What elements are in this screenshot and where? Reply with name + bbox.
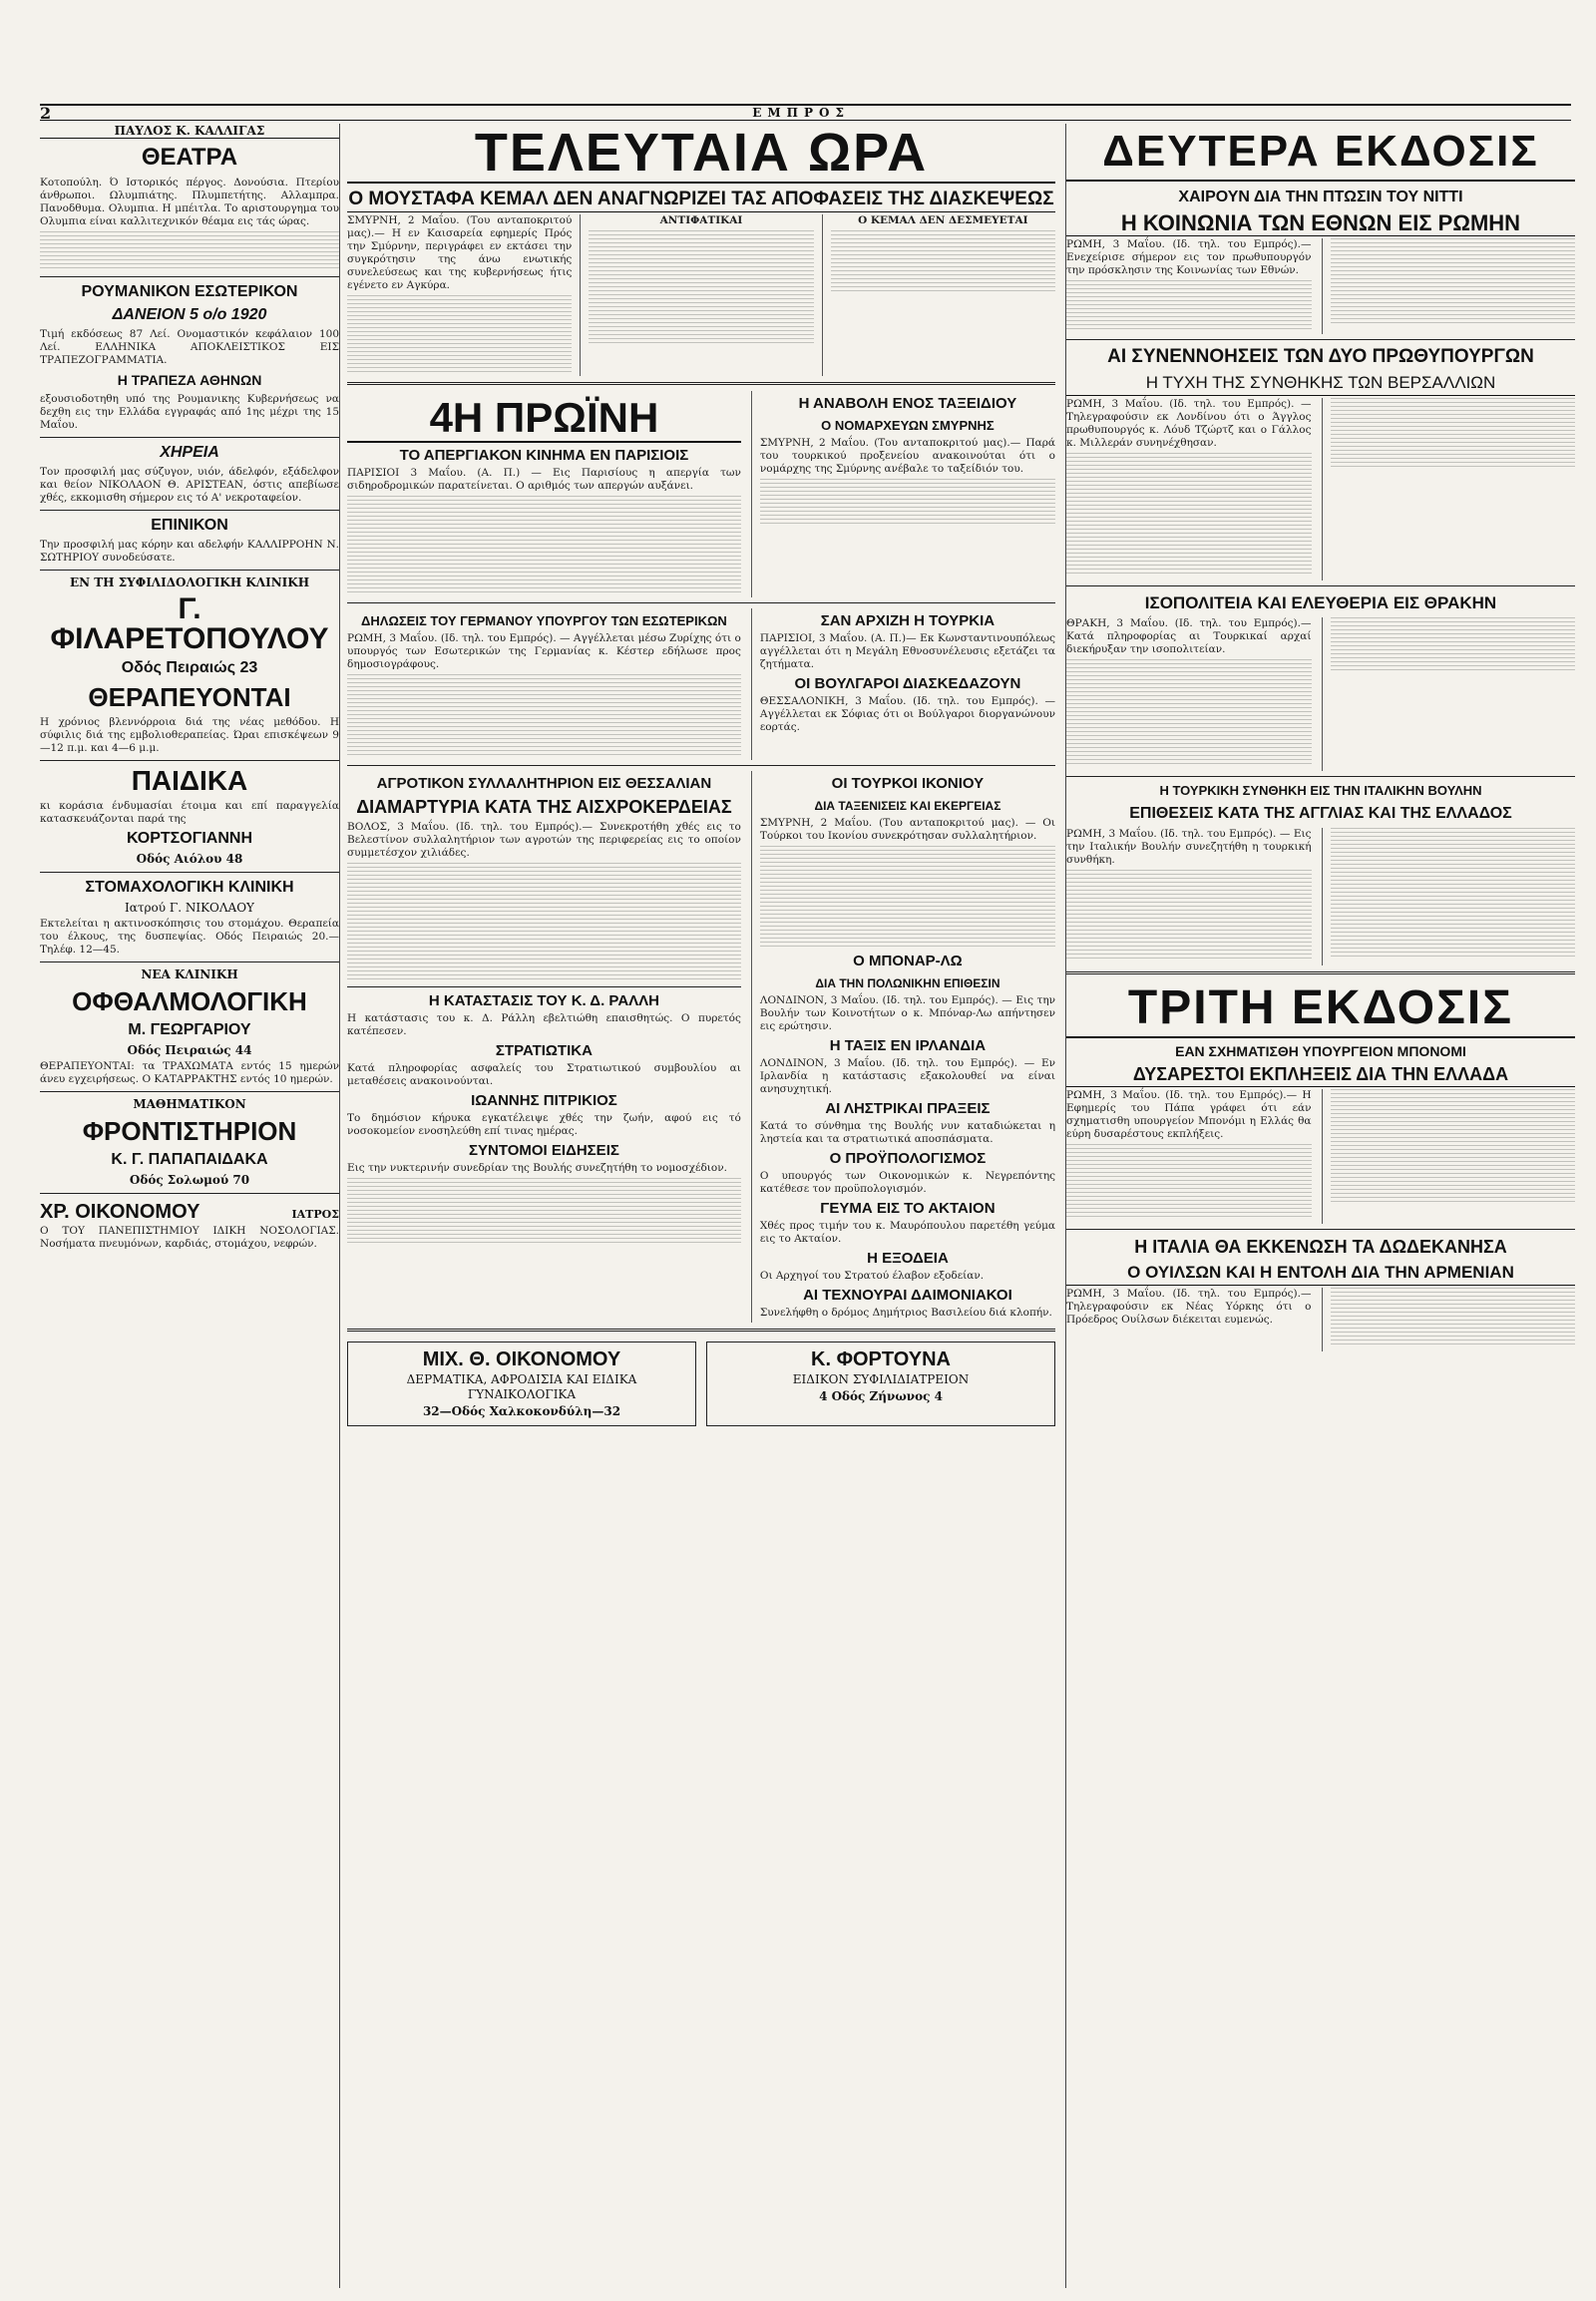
decl-filler [347,674,741,756]
kids-name: ΚΟΡΤΣΟΓΙΑΝΝΗ [126,830,253,847]
publisher: ΠΑΥΛΟΣ Κ. ΚΑΛΛΙΓΑΣ [40,124,339,139]
left-column [40,124,340,2288]
right-column [1065,124,1575,2288]
league-headline: Η ΚΟΙΝΩΝΙΑ ΤΩΝ ΕΘΝΩΝ ΕΙΣ ΡΩΜΗΝ [1066,211,1575,236]
budget-title: Ο ΠΡΟΫΠΟΛΟΓΙΣΜΟΣ [829,1150,987,1167]
pact-text: ΡΩΜΗ, 3 Μαΐου. (Ιδ. τηλ. του Εμπρός). — Εις την Ιταλικήν Βουλήν συνεζητήθη η τουρκική συνθήκη. [1066,828,1312,866]
clinic-heal: ΘΕΡΑΠΕΥΟΝΤΑΙ [88,682,291,712]
loan-sub: ΔΑΝΕΙΟΝ 5 ο/ο 1920 [112,306,267,323]
bulg-text: ΘΕΣΣΑΛΟΝΙΚΗ, 3 Μαΐου. (Ιδ. τηλ. του Εμπρός). — Αγγέλλεται εκ Σόφιας ότι οι Βούλγαροι διοργανώνουν εορτάς. [759,695,1055,733]
thrace-headline: ΙΣΟΠΟΛΙΤΕΙΑ ΚΑΙ ΕΛΕΥΘΕΡΙΑ ΕΙΣ ΘΡΑΚΗΝ [1144,593,1497,612]
holiday-text: Οι Αρχηγοί του Στρατού έλαβον εξοδείαν. [759,1270,985,1282]
theatre-title: ΘΕΑΤΡΑ [141,144,238,171]
stom-text: Εκτελείται η ακτινοσκόπησις του στομάχου. Θεραπεία του έλκους, της δυσπεψίας. Οδός Πειραιώς 20.— Τηλέφ. 12—45. [40,918,339,956]
lead-kicker-b: ΑΝΤΙΦΑΤΙΚΑΙ [659,214,743,226]
dodecanese-headline: Η ΙΤΑΛΙΑ ΘΑ ΕΚΚΕΝΩΣΗ ΤΑ ΔΩΔΕΚΑΝΗΣΑ [1134,1237,1507,1257]
theatre-text: Κοτοπούλη. Ό Ιστορικός πέργος. Δονούσια. Πτερίου άνθρωποι. Ωλυμπιάτης. Πλυμπετήτης. Αλλαμπρα. Πανοδθυμα. Ολυμπια. Η μπέιτλα. Το αριστουργημα του Ολυμπια είναι καλλιτεχνικόν θέαμα εις τάς ώρας. [40,177,339,227]
lead-headline: Ο ΜΟΥΣΤΑΦΑ ΚΕΜΑΛ ΔΕΝ ΑΝΑΓΝΩΡΙΖΕΙ ΤΑΣ ΑΠΟΦΑΣΕΙΣ ΤΗΣ ΔΙΑΣΚΕΨΕΩΣ [347,188,1055,212]
aktaion-text: Χθές προς τιμήν του κ. Μαυρόπουλου παρετέθη γεύμα εις το Ακταίον. [759,1220,1055,1245]
turk-text: ΠΑΡΙΣΙΟΙ, 3 Μαΐου. (Α. Π.)— Εκ Κωνσταντινουπόλεως αγγέλλεται ότι η Μεγάλη Εθνοσυνέλευσις εξετάζει τα ζητήματα. [759,632,1055,670]
bulg-title: ΟΙ ΒΟΥΛΓΑΡΟΙ ΔΙΑΣΚΕΔΑΖΟΥΝ [794,675,1021,692]
rallis-text: Η κατάστασις του κ. Δ. Ράλλη εβελτιώθη επαισθητώς. Ο πυρετός κατέπεσεν. [347,1012,741,1037]
iconium-sub: ΔΙΑ ΤΑΞΕΝΙΣΕΙΣ ΚΑΙ ΕΚΕΡΓΕΙΑΣ [814,799,1001,813]
cabinet-sub: ΔΥΣΑΡΕΣΤΟΙ ΕΚΠΛΗΞΕΙΣ ΔΙΑ ΤΗΝ ΕΛΛΑΔΑ [1066,1062,1575,1087]
doc-name: ΧΡ. ΟΙΚΟΝΟΜΟΥ [40,1201,200,1223]
lead-filler-1 [347,295,572,372]
league-filler-2 [1331,238,1576,325]
loan-text: Τιμή εκδόσεως 87 Λεί. Ονομαστικόν κεφάλαιον 100 Λεί. ΕΛΛΗΝΙΚΑ ΑΠΟΚΛΕΙΣΤΙΚΟΣ ΕΙΣ ΤΡΑΠΕΖΟΓΡΑΜΜΑΤΙΑ. [40,328,339,366]
mourning-text: Τον προσφιλή μας σύζυγον, υιόν, άδελφόν, εξάδελφον και θείον ΝΙΚΟΛΑΟΝ Θ. ΑΡΙΣΤΕΑΝ, όστις απεβίωσε χθές, εκκομισθη σήμερον εις τό Α' νεκροταφείον. [40,466,339,504]
army-title: ΣΤΡΑΤΙΩΤΙΚΑ [495,1042,593,1059]
ptr2-text: Εις την νυκτερινήν συνεδρίαν της Βουλής συνεζητήθη το νομοσχέδιον. [347,1162,727,1174]
league-text: ΡΩΜΗ, 3 Μαΐου. (Ιδ. τηλ. του Εμπρός).— Ενεχείρισε σήμερον εις τον πρωθυπουργόν την πρόσκλησιν της Κοινωνίας των Εθνών. [1066,238,1312,276]
paper-name: ΕΜΠΡΟΣ [752,106,850,120]
iconium-title: ΟΙ ΤΟΥΡΚΟΙ ΙΚΟΝΙΟΥ [831,775,985,792]
crime-text: Κατά το σύνθημα της Βουλής νυν καταδιώκεται η ληστεία και τα στρατιωτικά αποσπάσματα. [759,1120,1055,1145]
clinic-title: ΕΝ ΤΗ ΣΥΦΙΛΙΔΟΛΟΓΙΚΗ ΚΛΙΝΙΚΗ [69,575,310,589]
school-kicker: ΜΑΘΗΜΑΤΙΚΟΝ [133,1097,246,1111]
ireland-text: ΛΟΝΔΙΝΟΝ, 3 Μαΐου. (Ιδ. τηλ. του Εμπρός). — Εν Ιρλανδία η κατάστασις εξακολουθεί να είναι ανησυχητική. [759,1057,1055,1095]
school-addr: Οδός Σολωμού 70 [129,1173,250,1187]
turk-title: ΣΑΝ ΑΡΧΙΖΗ Η ΤΟΥΡΚΙΑ [820,612,996,629]
kids-addr: Οδός Αιόλου 48 [136,852,243,866]
decl-text: ΡΩΜΗ, 3 Μαΐου. (Ιδ. τηλ. του Εμπρός). — Αγγέλλεται μέσω Ζυρίχης ότι ο υπουργός των Εσωτερικών της Γερμανίας κ. Κέστερ εδήλωσε προς δημοσιογράφους. [347,632,741,670]
thrace-text: ΘΡΑΚΗ, 3 Μαΐου. (Ιδ. τηλ. του Εμπρός).— Κατά πληροφορίας αι Τουρκικαί αρχαί διεκήρυξαν την ισοπολιτείαν. [1066,617,1312,655]
ad2-text: ΕΙΔΙΚΟΝ ΣΥΦΙΛΙΔΙΑΤΡΕΙΟΝ [792,1372,970,1386]
london-sub: ΔΙΑ ΤΗΝ ΠΟΛΩΝΙΚΗΝ ΕΠΙΘΕΣΙΝ [815,976,1000,990]
school-name: Κ. Γ. ΠΑΠΑΠΑΙΔΑΚΑ [111,1151,268,1168]
pm-filler-1 [1066,453,1312,576]
thrace-filler-2 [1331,617,1576,672]
cabinet-filler-2 [1331,1089,1576,1202]
stom-doctor: Ιατρού Γ. ΝΙΚΟΛΑΟΥ [125,901,254,915]
edition-title: 4Η ΠΡΩΪΝΗ [347,395,741,443]
crime-title: ΑΙ ΛΗΣΤΡΙΚΑΙ ΠΡΑΞΕΙΣ [825,1100,991,1117]
versailles-headline: Η ΤΥΧΗ ΤΗΣ ΣΥΝΘΗΚΗΣ ΤΩΝ ΒΕΡΣΑΛΛΙΩΝ [1066,371,1575,396]
journey-title: Η ΑΝΑΒΟΛΗ ΕΝΟΣ ΤΑΞΕΙΔΙΟΥ [798,395,1017,412]
armenia-headline: Ο ΟΥΙΛΣΩΝ ΚΑΙ Η ΕΝΤΟΛΗ ΔΙΑ ΤΗΝ ΑΡΜΕΝΙΑΝ [1066,1261,1575,1286]
cabinet-headline: ΕΑΝ ΣΧΗΜΑΤΙΣΘΗ ΥΠΟΥΡΓΕΙΟΝ ΜΠΟΝΟΜΙ [1175,1043,1466,1059]
lead-filler-2 [589,230,813,344]
school-title: ΦΡΟΝΤΙΣΤΗΡΙΟΝ [82,1116,297,1146]
clinic-name: Γ. ΦΙΛΑΡΕΤΟΠΟΥΛΟΥ [50,592,329,655]
masthead [40,104,1571,121]
lead-columns [347,214,1055,376]
middle-column [347,124,1055,2288]
arrest-text: Συνελήφθη ο δρόμος Δημήτριος Βασιλείου διά κλοπήν. [759,1307,1052,1319]
meeting-title: ΑΓΡΟΤΙΚΟΝ ΣΥΛΛΑΛΗΤΗΡΙΟΝ ΕΙΣ ΘΕΣΣΑΛΙΑΝ [376,775,712,792]
thrace-filler-1 [1066,659,1312,767]
short-news-filler [347,1178,741,1244]
mourning-title: ΧΗΡΕΙΑ [160,444,219,461]
strike-filler [347,496,741,593]
section-title-second-edition: ΔΕΥΤΕΡΑ ΕΚΔΟΣΙΣ [1066,124,1575,182]
page-number: 2 [40,103,52,123]
eye-kicker: ΝΕΑ ΚΛΙΝΙΚΗ [141,967,238,981]
bank-title: Η ΤΡΑΠΕΖΑ ΑΘΗΝΩΝ [117,372,262,388]
league-filler-1 [1066,280,1312,330]
pact-filler-1 [1066,870,1312,961]
decl-title: ΔΗΛΩΣΕΙΣ ΤΟΥ ΓΕΡΜΑΝΟΥ ΥΠΟΥΡΓΟΥ ΤΩΝ ΕΣΩΤΕΡΙΚΩΝ [361,613,727,628]
iconium-text: ΣΜΥΡΝΗ, 2 Μαΐου. (Του ανταποκριτού μας). — Οι Τούρκοι του Ικονίου συνεκρότησαν συλλαλητήριον. [759,817,1055,842]
pm-filler-2 [1331,398,1576,469]
eye-doctor: Μ. ΓΕΩΡΓΑΡΙΟΥ [128,1021,251,1038]
strike-title: ΤΟ ΑΠΕΡΓΙΑΚΟΝ ΚΙΝΗΜΑ ΕΝ ΠΑΡΙΣΙΟΙΣ [399,447,689,464]
pm-text: ΡΩΜΗ, 3 Μαΐου. (Ιδ. τηλ. του Εμπρός). — Τηλεγραφούσιν εκ Λονδίνου ότι ο Άγγλος πρωθυπουργός κ. Λόυδ Τζώρτζ και ο Γάλλος κ. Μιλλεράν συνηνέχθησαν. [1066,398,1312,449]
budget-text: Ο υπουργός των Οικονομικών κ. Νεγρεπόντης κατέθεσε τον προϋπολογισμόν. [759,1170,1055,1195]
theatre-filler [40,231,339,271]
lead-text: ΣΜΥΡΝΗ, 2 Μαΐου. (Του ανταποκριτού μας).— Η εν Καισαρεία εφημερίς Πρός την Σμύρνην, περιγράφει εν εκτάσει την συγκρότησιν της άνω ενωτικής συνελεύσεως και της κυβερνήσεως ήτις εγένετο εν Αγκύρα. [347,214,573,291]
armenia-text: ΡΩΜΗ, 3 Μαΐου. (Ιδ. τηλ. του Εμπρός).— Τηλεγραφούσιν εκ Νέας Υόρκης ότι ο Πρόεδρος Ουίλσων διέκειται ευμενώς. [1066,1288,1312,1326]
armenia-filler [1331,1288,1576,1347]
ad1-name: ΜΙΧ. Θ. ΟΙΚΟΝΟΜΟΥ [422,1348,621,1370]
doc-text: Ο ΤΟΥ ΠΑΝΕΠΙΣΤΗΜΙΟΥ ΙΔΙΚΗ ΝΟΣΟΛΟΓΙΑΣ. Νοσήματα πνευμόνων, καρδιάς, στομάχου, νεφρών. [40,1225,339,1250]
meeting-filler [347,863,741,981]
meeting-sub: ΔΙΑΜΑΡΤΥΡΙΑ ΚΑΤΑ ΤΗΣ ΑΙΣΧΡΟΚΕΡΔΕΙΑΣ [356,797,732,817]
thanks-title: ΕΠΙΝΙΚΟΝ [151,517,228,534]
clinic-text: Η χρόνιος βλεννόρροια διά της νέας μεθόδου. Η σύφιλις διά της εμβολιοθεραπείας. Ώραι επισκέψεων 9—12 π.μ. και 4—6 μ.μ. [40,716,339,754]
clinic-addr: Οδός Πειραιώς 23 [121,659,258,676]
kids-title: ΠΑΙΔΙΚΑ [131,765,248,796]
lead-filler-3 [831,230,1055,291]
iconium-filler [760,846,1055,949]
london-text: ΛΟΝΔΙΝΟΝ, 3 Μαΐου. (Ιδ. τηλ. του Εμπρός). — Εις την Βουλήν των Κοινοτήτων ο κ. Μπόναρ-Λω απήντησεν εις ερώτησιν. [759,994,1055,1032]
kids-text: κι κοράσια ένδυμασίαι έτοιμα και επί παραγγελία κατασκευάζονται παρά της [40,800,339,825]
strike-text: ΠΑΡΙΣΙΟΙ 3 Μαΐου. (Α. Π.) — Εις Παρισίους η απεργία των σιδηροδρομικών παρατείνεται. Ο αριθμός των απεργών αυξάνει. [347,467,741,492]
cabinet-text: ΡΩΜΗ, 3 Μαΐου. (Ιδ. τηλ. του Εμπρός).— Η Εφημερίς του Πάπα γράφει ότι εάν σχηματισθη υπουργείον Μπονόμι η Ελλάς θα εύρη δυσαρέστους εκπλήξεις. [1066,1089,1312,1140]
section-title-third-edition: ΤΡΙΤΗ ΕΚΔΟΣΙΣ [1066,980,1575,1038]
journey-filler [760,479,1055,524]
stom-title: ΣΤΟΜΑΧΟΛΟΓΙΚΗ ΚΛΙΝΙΚΗ [85,879,294,896]
eye-title: ΟΦΘΑΛΜΟΛΟΓΙΚΗ [72,986,307,1016]
pact-sub: ΕΠΙΘΕΣΕΙΣ ΚΑΤΑ ΤΗΣ ΑΓΓΛΙΑΣ ΚΑΙ ΤΗΣ ΕΛΛΑΔΟΣ [1129,805,1512,822]
eye-addr: Οδός Πειραιώς 44 [127,1043,252,1057]
ad2-addr: 4 Οδός Ζήνωνος 4 [819,1389,943,1403]
ad1-addr: 32—Οδός Χαλκοκονδύλη—32 [422,1404,621,1418]
ad1-text: ΔΕΡΜΑΤΙΚΑ, ΑΦΡΟΔΙΣΙΑ ΚΑΙ ΕΙΔΙΚΑ ΓΥΝΑΙΚΟΛΟΓΙΚΑ [406,1372,637,1401]
meeting-text: ΒΟΛΟΣ, 3 Μαΐου. (Ιδ. τηλ. του Εμπρός).— Συνεκροτήθη χθές εις το Βελεστίνον συλλαλητήριον των αγροτών της περιφερείας εις το οποίον συμμετέσχον χιλιάδες. [347,821,741,859]
ptr-text: Το δημόσιον κήρυκα εγκατέλειψε χθές την ζωήν, αφού εις τό νοσοκομείον ενοσηλεύθη επί τινας ημέρας. [347,1112,741,1137]
ptr2-title: ΣΥΝΤΟΜΟΙ ΕΙΔΗΣΕΙΣ [469,1142,619,1159]
bank-text: εξουσιοδοτηθη υπό της Ρουμανικης Κυβερνήσεως να δεχθη εις την Ελλάδα εγγραφάς από 1ης μέχρι της 15 Μαΐου. [40,393,339,431]
army-text: Κατά πληροφορίας ασφαλείς του Στρατιωτικού συμβουλίου αι μεταθέσεις ανακοινούνται. [347,1062,741,1087]
ireland-title: Η ΤΑΞΙΣ ΕΝ ΙΡΛΑΝΔΙΑ [829,1037,987,1054]
aktaion-title: ΓΕΥΜΑ ΕΙΣ ΤΟ ΑΚΤΑΙΟΝ [820,1200,996,1217]
london-title: Ο ΜΠΟΝΑΡ-ΛΩ [853,953,963,969]
ad2-name: Κ. ΦΟΡΤΟΥΝΑ [811,1348,951,1370]
ptr-title: ΙΩΑΝΝΗΣ ΠΙΤΡΙΚΙΟΣ [471,1092,617,1109]
arrest-title: ΑΙ ΤΕΧΝΟΥΡΑΙ ΔΑΙΜΟΝΙΑΚΟΙ [803,1287,1012,1304]
eye-text: ΘΕΡΑΠΕΥΟΝΤΑΙ: τα ΤΡΑΧΩΜΑΤΑ εντός 15 ημερών άνευ εγχειρήσεως. Ο ΚΑΤΑΡΡΑΚΤΗΣ εντός 10 ημερών. [40,1060,339,1085]
pm-headline: ΑΙ ΣΥΝΕΝΝΟΗΣΕΙΣ ΤΩΝ ΔΥΟ ΠΡΩΘΥΠΟΥΡΓΩΝ [1107,346,1534,367]
cabinet-filler-1 [1066,1144,1312,1220]
section-title-last-hour: ΤΕΛΕΥΤΑΙΑ ΩΡΑ [347,124,1055,184]
thanks-text: Την προσφιλή μας κόρην και αδελφήν ΚΑΛΛΙΡΡΟΗΝ Ν. ΣΩΤΗΡΙΟΥ συνοδεύσατε. [40,539,339,564]
pact-filler-2 [1331,828,1576,957]
nitti-headline: ΧΑΙΡΟΥΝ ΔΙΑ ΤΗΝ ΠΤΩΣΙΝ ΤΟΥ ΝΙΤΤΙ [1178,189,1463,205]
journey-sub: Ο ΝΟΜΑΡΧΕΥΩΝ ΣΜΥΡΝΗΣ [821,418,995,433]
loan-title: ΡΟΥΜΑΝΙΚΟΝ ΕΣΩΤΕΡΙΚΟΝ [81,283,298,300]
journey-text: ΣΜΥΡΝΗ, 2 Μαΐου. (Του ανταποκριτού μας).— Παρά του τουρκικού προξενείου ανακοινούται ότι ο νομάρχης της Σμύρνης ανέβαλε το ταξείδιόν του. [759,437,1055,475]
holiday-title: Η ΕΞΟΔΕΙΑ [867,1250,949,1267]
doc-role: ΙΑΤΡΟΣ [291,1208,339,1221]
lead-kicker-a: Ο ΚΕΜΑΛ ΔΕΝ ΔΕΣΜΕΥΕΤΑΙ [858,214,1028,226]
rallis-title: Η ΚΑΤΑΣΤΑΣΙΣ ΤΟΥ Κ. Δ. ΡΑΛΛΗ [428,992,659,1009]
pact-headline: Η ΤΟΥΡΚΙΚΗ ΣΥΝΘΗΚΗ ΕΙΣ ΤΗΝ ΙΤΑΛΙΚΗΝ ΒΟΥΛΗΝ [1159,783,1482,798]
